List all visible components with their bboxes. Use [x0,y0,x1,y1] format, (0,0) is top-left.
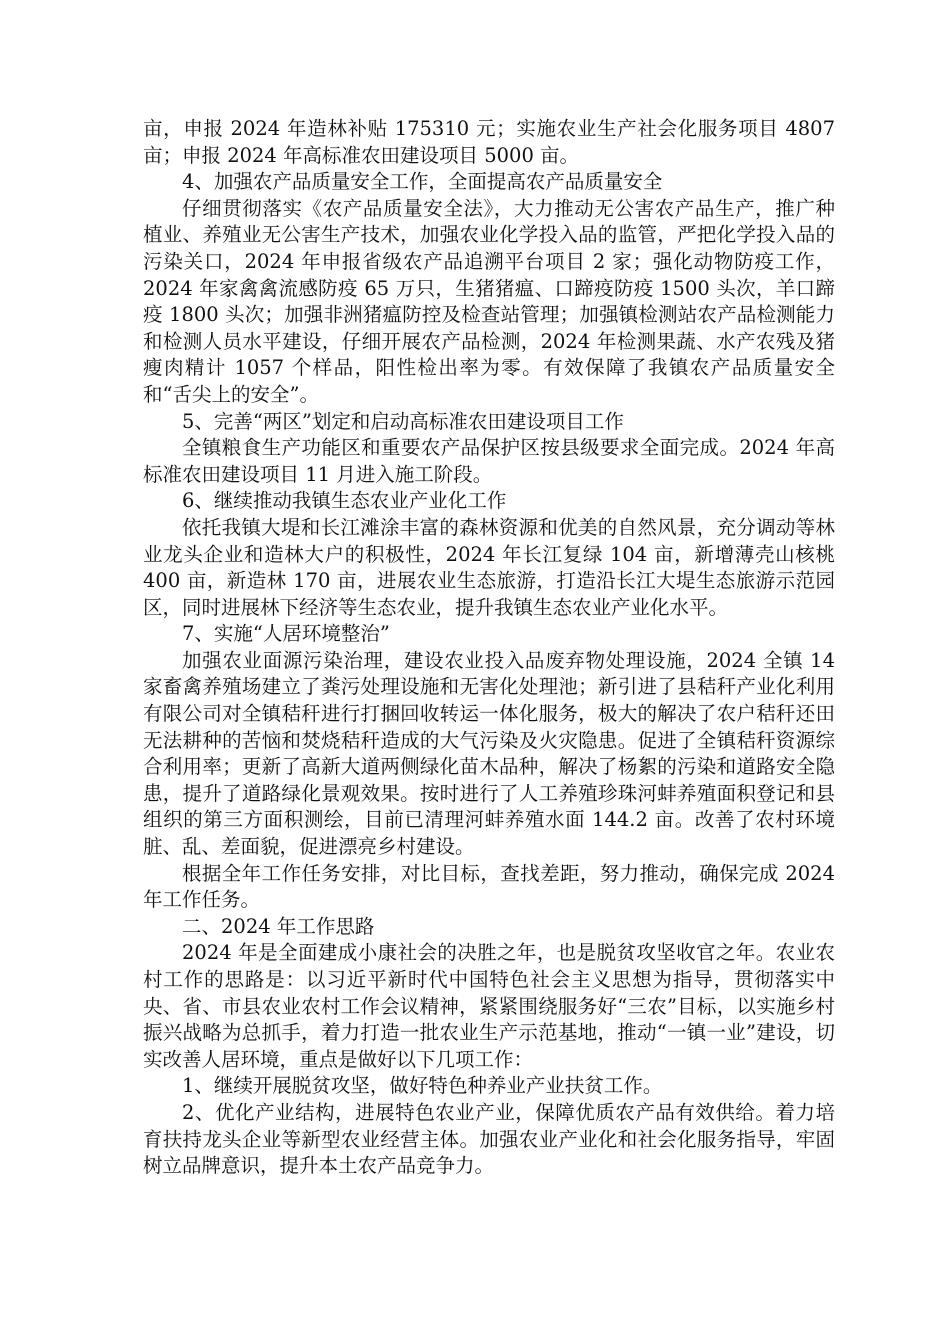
paragraph-farmland: 全镇粮食生产功能区和重要农产品保护区按县级要求全面完成。2024 年高标准农田建设项目 11 月进入施工阶段。 [143,436,835,486]
paragraph-continuation: 亩，申报 2024 年造林补贴 175310 元；实施农业生产社会化服务项目 4807 亩；申报 2024 年高标准农田建设项目 5000 亩。 [143,117,835,167]
section-heading-6: 6、继续推动我镇生态农业产业化工作 [182,489,507,513]
list-item-1: 1、继续开展脱贫攻坚，做好特色种养业产业扶贫工作。 [182,1074,663,1098]
document-page [143,116,835,1180]
paragraph-work-ideas: 2024 年是全面建成小康社会的决胜之年，也是脱贫攻坚收官之年。农业农村工作的思路是：以习近平新时代中国特色社会主义思想为指导，贯彻落实中央、省、市县农业农村工作会议精神，紧紧围绕服务好“三农”目标，以实施乡村振兴战略为总抓手，着力打造一批农业生产示范基地，推动“一镇一业”建设，切实改善人居环境，重点是做好以下几项工作： [143,941,835,1071]
section-heading-7: 7、实施“人居环境整治” [182,622,390,646]
paragraph-eco-agriculture: 依托我镇大堤和长江滩涂丰富的森林资源和优美的自然风景，充分调动等林业龙头企业和造林大户的积极性，2024 年长江复绿 104 亩，新增薄壳山核桃 400 亩，新造林 170 亩，进展农业生态旅游，打造沿长江大堤生态旅游示范园区，同时进展林下经济等生态农业，提升我镇生态农业产业化水平。 [143,515,835,619]
paragraph-summary: 根据全年工作任务安排，对比目标，查找差距，努力推动，确保完成 2024 年工作任务。 [143,861,835,912]
paragraph-environment: 加强农业面源污染治理，建设农业投入品废弃物处理设施，2024 全镇 14 家畜禽养殖场建立了粪污处理设施和无害化处理池；新引进了县秸秆产业化利用有限公司对全镇秸秆进行打捆回收转运一体化服务，极大的解决了农户秸秆还田无法耕种的苦恼和焚烧秸秆造成的大气污染及火灾隐患。促进了全镇秸秆资源综合利用率；更新了高新大道两侧绿化苗木品种，解决了杨絮的污染和道路安全隐患，提升了道路绿化景观效果。按时进行了人工养殖珍珠河蚌养殖面积登记和县组织的第三方面积测绘，目前已清理河蚌养殖水面 144.2 亩。改善了农村环境脏、乱、差面貌，促进漂亮乡村建设。 [143,648,835,859]
chapter-heading-2: 二、2024 年工作思路 [182,914,375,938]
section-heading-5: 5、完善“两区”划定和启动高标准农田建设项目工作 [182,409,624,433]
list-item-2: 2、优化产业结构，进展特色农业产业，保障优质农产品有效供给。着力培育扶持龙头企业等新型农业经营主体。加强农业产业化和社会化服务指导，牢固树立品牌意识，提升本土农产品竞争力。 [143,1100,835,1178]
section-heading-4: 4、加强农产品质量安全工作，全面提高农产品质量安全 [182,170,663,194]
paragraph-quality-safety: 仔细贯彻落实《农产品质量安全法》，大力推动无公害农产品生产，推广种植业、养殖业无公害生产技术，加强农业化学投入品的监管，严把化学投入品的污染关口，2024 年申报省级农产品追溯平台项目 2 家；强化动物防疫工作，2024 年家禽禽流感防疫 65 万只，生猪猪瘟、口蹄疫防疫 1500 头次，羊口蹄疫 1800 头次；加强非洲猪瘟防控及检查站管理；加强镇检测站农产品检测能力和检测人员水平建设，仔细开展农产品检测，2024 年检测果蔬、水产农残及猪瘦肉精计 1057 个样品，阳性检出率为零。有效保障了我镇农产品质量安全和“舌尖上的安全”。 [143,196,835,406]
